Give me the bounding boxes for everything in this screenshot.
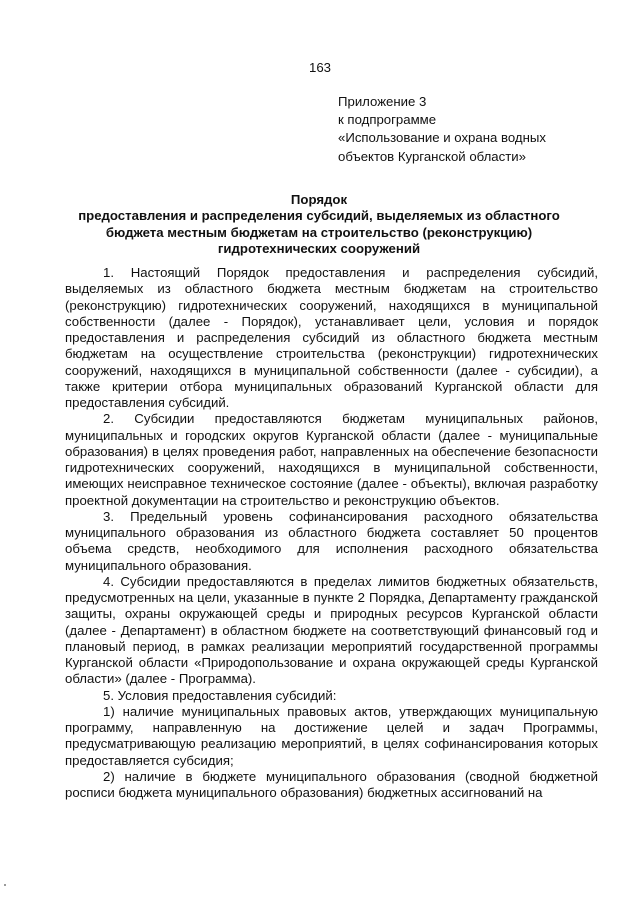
paragraph-5-item-2: 2) наличие в бюджете муниципального образования (сводной бюджетной росписи бюджета муниципального образования) бюджетных ассигнований на: [65, 768, 598, 800]
scan-dot: [4, 884, 6, 886]
heading-subtitle-line: предоставления и распределения субсидий, выделяемых из областного: [78, 208, 560, 224]
paragraph-2: 2. Субсидии предоставляются бюджетам муниципальных районов, муниципальных и городских округов Курганской области (далее - муниципальные образования) в целях проведения работ, направленных на обеспечение безопасности гидротехнических сооружений, находящихся в муниципальной собственности, имеющих неисправное техническое состояние (далее - объекты), включая разработку проектной документации на строительство и реконструкцию объектов.: [65, 411, 598, 508]
appendix-reference: [338, 93, 618, 166]
appendix-line: объектов Курганской области»: [338, 148, 526, 164]
page-number: 163: [308, 60, 331, 75]
heading-subtitle-line: гидротехнических сооружений: [217, 241, 421, 257]
heading-title: Порядок: [290, 192, 348, 207]
appendix-line: к подпрограмме: [338, 112, 437, 128]
paragraph-3: 3. Предельный уровень софинансирования расходного обязательства муниципального образования из областного бюджета составляет 50 процентов объема средств, необходимого для исполнения расходного обязательства муниципального образования.: [65, 508, 598, 573]
document-body: [65, 265, 598, 801]
paragraph-5: 5. Условия предоставления субсидий:: [103, 687, 337, 703]
appendix-line: «Использование и охрана водных: [338, 130, 546, 146]
heading-subtitle-line: бюджета местным бюджетам на строительство (реконструкцию): [105, 224, 533, 240]
document-heading: [40, 192, 598, 258]
paragraph-4: 4. Субсидии предоставляются в пределах лимитов бюджетных обязательств, предусмотренных на цели, указанные в пункте 2 Порядка, Департаменту гражданской защиты, охраны окружающей среды и природных ресурсов Курганской области (далее - Департамент) в областном бюджете на соответствующий финансовый год и плановый период, в рамках реализации мероприятий государственной программы Курганской области «Природопользование и охрана окружающей среды Курганской области» (далее - Программа).: [65, 573, 598, 687]
appendix-line: Приложение 3: [338, 94, 427, 109]
paragraph-5-item-1: 1) наличие муниципальных правовых актов, утверждающих муниципальную программу, направленную на достижение целей и задач Программы, предусматривающую реализацию мероприятий, в целях софинансирования которых предоставляется субсидия;: [65, 703, 598, 768]
paragraph-1: 1. Настоящий Порядок предоставления и распределения субсидий, выделяемых из областного бюджета местным бюджетам на строительство (реконструкцию) гидротехнических сооружений, находящихся в муниципальной собственности (далее - Порядок), устанавливает цели, условия и порядок предоставления и распределения субсидий из областного бюджета местным бюджетам на осуществление строительства (реконструкции) гидротехнических сооружений, находящихся в муниципальной собственности (далее - субсидии), а также критерии отбора муниципальных образований Курганской области для предоставления субсидий.: [65, 265, 598, 410]
